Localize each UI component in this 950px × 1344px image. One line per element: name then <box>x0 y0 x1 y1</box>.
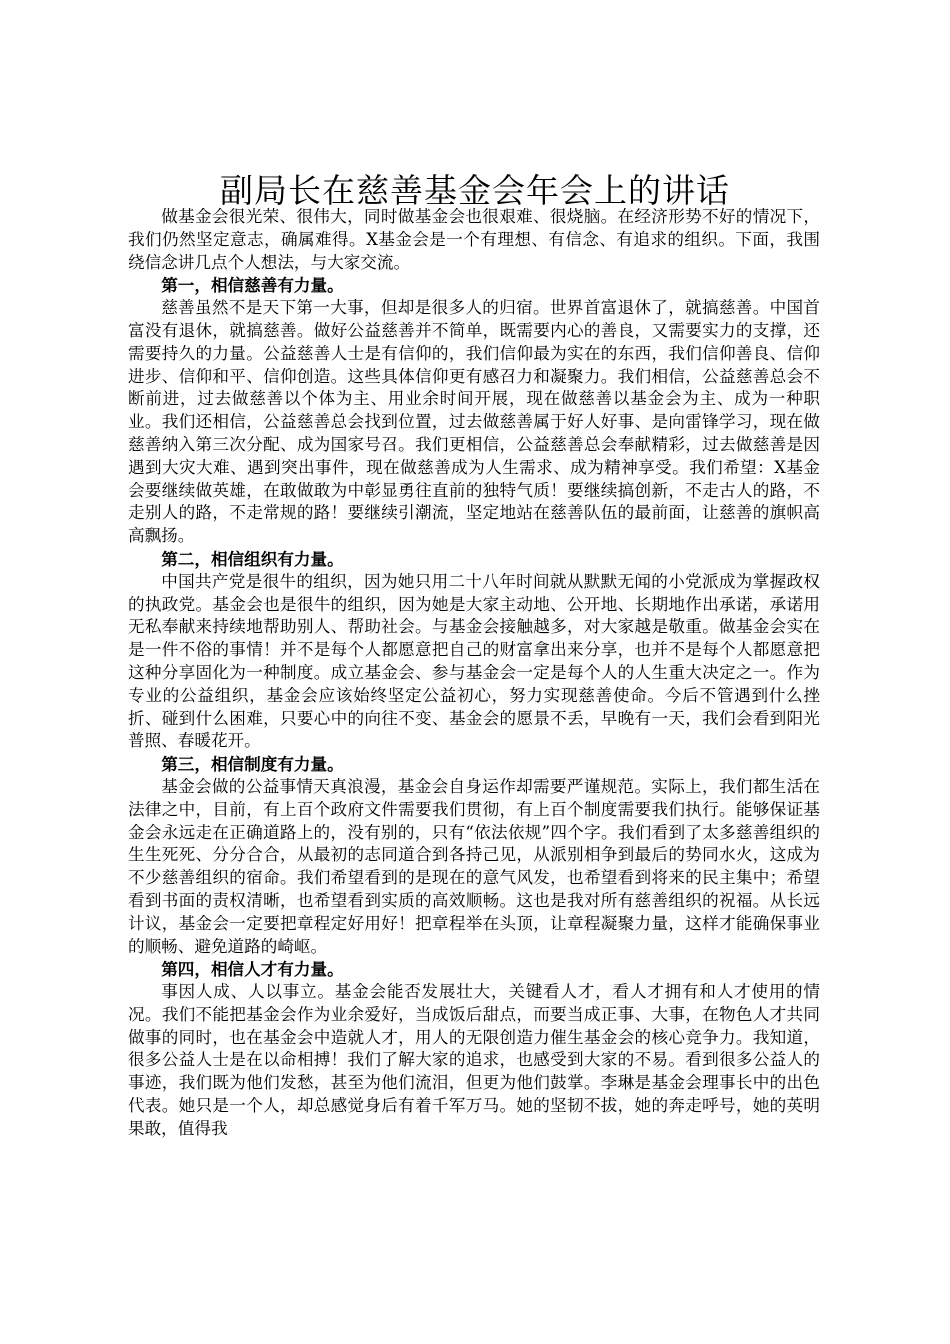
section-2-paragraph: 中国共产党是很牛的组织，因为她只用二十八年时间就从默默无闻的小党派成为掌握政权的执政党。基金会也是很牛的组织，因为她是大家主动地、公开地、长期地作出承诺，承诺用无私奉献来持续地帮助别人、帮助社会。与基金会接触越多，对大家越是敬重。做基金会实在是一件不俗的事情！并不是每个人都愿意把自己的财富拿出来分享，也并不是每个人都愿意把这种分享固化为一种制度。成立基金会、参与基金会一定是每个人的人生重大决定之一。作为专业的公益组织，基金会应该始终坚定公益初心，努力实现慈善使命。今后不管遇到什么挫折、碰到什么困难，只要心中的向往不变、基金会的愿景不丢，早晚有一天，我们会看到阳光普照、春暖花开。 <box>128 571 820 751</box>
document-body <box>128 206 820 1141</box>
section-1-paragraph: 慈善虽然不是天下第一大事，但却是很多人的归宿。世界首富退休了，就搞慈善。中国首富没有退休，就搞慈善。做好公益慈善并不简单，既需要内心的善良，又需要实力的支撑，还需要持久的力量。公益慈善人士是有信仰的，我们信仰最为实在的东西，我们信仰善良、信仰进步、信仰和平、信仰创造。这些具体信仰更有感召力和凝聚力。我们相信，公益慈善总会不断前进，过去做慈善以个体为主、用业余时间开展，现在做慈善以基金会为主、成为一种职业。我们还相信，公益慈善总会找到位置，过去做慈善属于好人好事、是向雷锋学习，现在做慈善纳入第三次分配、成为国家号召。我们更相信，公益慈善总会奉献精彩，过去做慈善是因遇到大灾大难、遇到突出事件，现在做慈善成为人生需求、成为精神享受。我们希望：X基金会要继续做英雄，在敢做敢为中彰显勇往直前的独特气质！要继续搞创新，不走古人的路，不走别人的路，不走常规的路！要继续引潮流，坚定地站在慈善队伍的最前面，让慈善的旗帜高高飘扬。 <box>128 298 820 546</box>
section-3-paragraph: 基金会做的公益事情天真浪漫，基金会自身运作却需要严谨规范。实际上，我们都生活在法律之中，目前，有上百个政府文件需要我们贯彻，有上百个制度需要我们执行。能够保证基金会永远走在正确道路上的，没有别的，只有“依法依规”四个字。我们看到了太多慈善组织的生生死死、分分合合，从最初的志同道合到各持己见，从派别相争到最后的势同水火，这成为不少慈善组织的宿命。我们希望看到的是现在的意气风发，也希望看到将来的民主集中；希望看到书面的责权清晰，也希望看到实质的高效顺畅。这也是我对所有慈善组织的祝福。从长远计议，基金会一定要把章程定好用好！把章程举在头顶，让章程凝聚力量，这样才能确保事业的顺畅、避免道路的崎岖。 <box>128 776 820 956</box>
section-3-heading: 第三，相信制度有力量。 <box>161 754 344 775</box>
intro-paragraph: 做基金会很光荣、很伟大，同时做基金会也很艰难、很烧脑。在经济形势不好的情况下，我们仍然坚定意志，确属难得。X基金会是一个有理想、有信念、有追求的组织。下面，我围绕信念讲几点个人想法，与大家交流。 <box>128 207 820 272</box>
document-title: 副局长在慈善基金会年会上的讲话 <box>220 171 730 210</box>
section-1-heading: 第一，相信慈善有力量。 <box>161 275 344 296</box>
section-2-heading: 第二，相信组织有力量。 <box>161 548 344 569</box>
section-4-paragraph: 事因人成、人以事立。基金会能否发展壮大，关键看人才，看人才拥有和人才使用的情况。我们不能把基金会作为业余爱好，当成饭后甜点，而要当成正事、大事，在物色人才共同做事的同时，也在基金会中造就人才，用人的无限创造力催生基金会的核心竞争力。我知道，很多公益人士是在以命相搏！我们了解大家的追求，也感受到大家的不易。看到很多公益人的事迹，我们既为他们发愁，甚至为他们流泪，但更为他们鼓掌。李琳是基金会理事长中的出色代表。她只是一个人，却总感觉身后有着千军万马。她的坚韧不拔，她的奔走呼号，她的英明果敢，值得我 <box>128 982 820 1138</box>
section-4-heading: 第四，相信人才有力量。 <box>161 959 344 980</box>
